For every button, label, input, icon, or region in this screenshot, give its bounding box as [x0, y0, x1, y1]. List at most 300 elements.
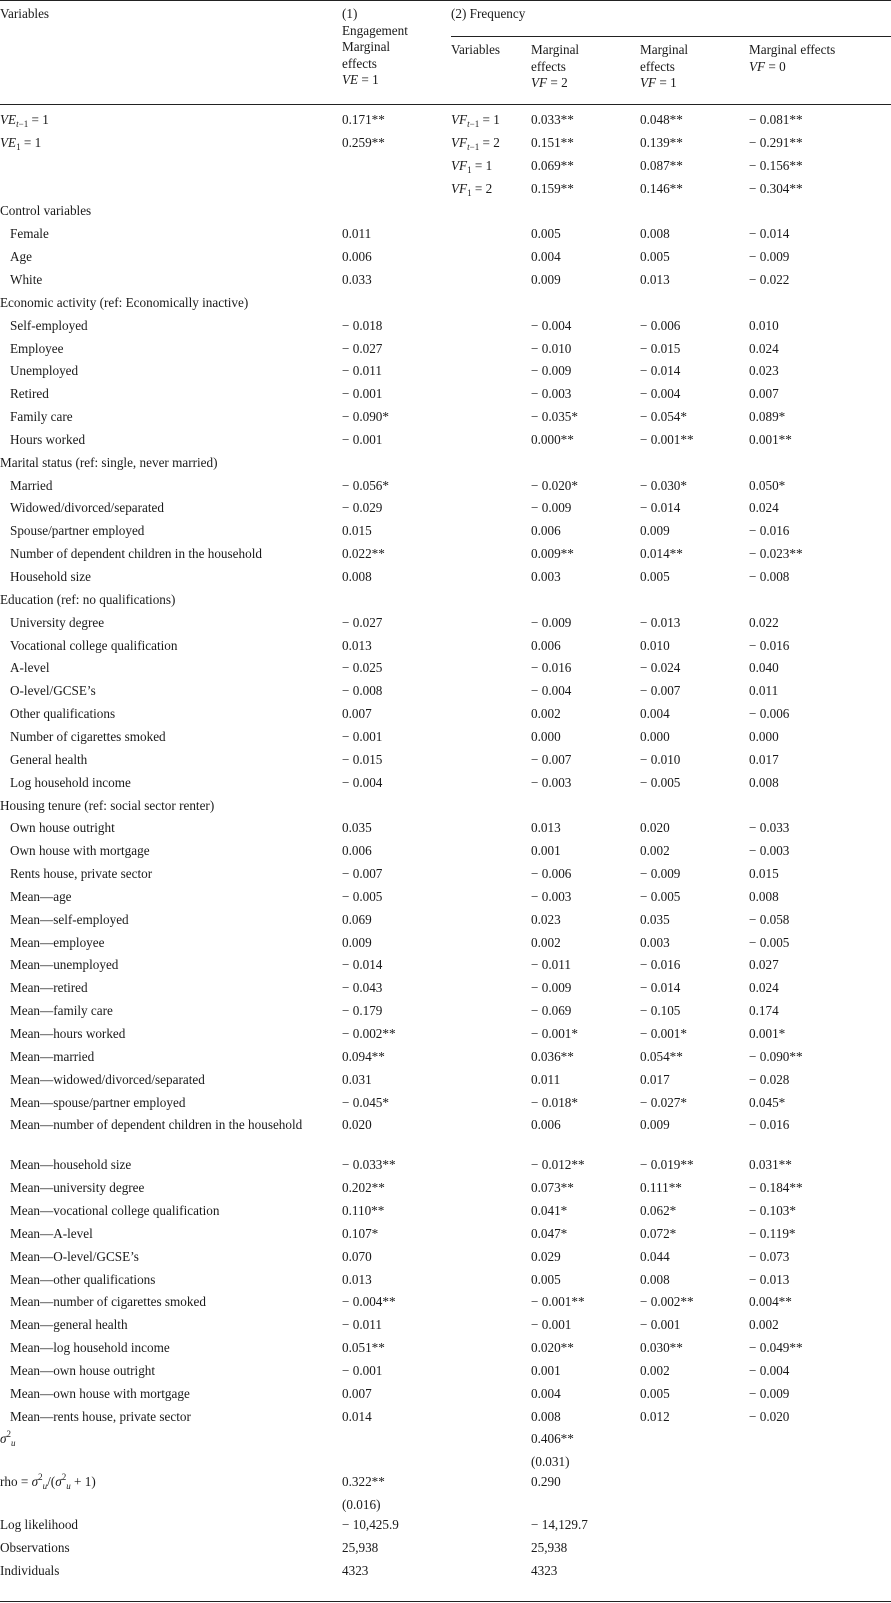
vf1-value: − 0.013	[640, 614, 681, 630]
bottom-rule	[0, 1601, 891, 1602]
row-label: Retired	[10, 386, 49, 402]
table-row	[0, 1363, 891, 1386]
vf0-value: 0.089*	[749, 409, 786, 425]
table-row	[0, 638, 891, 661]
engagement-value: 25,938	[342, 1540, 379, 1555]
row-label: $VE_{t-1} = 1$	[0, 112, 49, 129]
row-label: Rents house, private sector	[10, 866, 153, 882]
table-row	[0, 957, 891, 980]
vf1-value: − 0.001	[640, 1317, 681, 1333]
row-label: A-level	[10, 660, 50, 676]
vf1-value: 0.008	[640, 226, 670, 242]
table-row	[0, 615, 891, 638]
engagement-value: − 0.001	[342, 728, 383, 744]
row-label: Family care	[10, 409, 73, 425]
vf2-value: 0.013	[531, 820, 561, 836]
row-label: Education (ref: no qualifications)	[0, 591, 176, 607]
row-label: University degree	[10, 614, 105, 630]
engagement-value: 0.013	[342, 1271, 372, 1287]
engagement-value: − 0.056*	[342, 477, 389, 493]
vf2-value: 0.005	[531, 226, 561, 242]
vf0-value: 0.027	[749, 957, 779, 973]
row-label: Log likelihood	[0, 1517, 79, 1533]
col1-condition: VE = 1	[342, 72, 379, 87]
row-label: Age	[10, 249, 32, 265]
row-label: Mean—employee	[10, 934, 105, 950]
vf1-value: 0.017	[640, 1071, 670, 1087]
vf1-value: − 0.030*	[640, 477, 687, 493]
vf2-value: 0.001	[531, 843, 561, 859]
col1-number: (1)	[342, 6, 358, 21]
vf1-me-label: Marginal effects	[640, 42, 689, 74]
summary-row	[0, 1563, 891, 1586]
row-label: Other qualifications	[10, 706, 116, 722]
row-label: Mean—log household income	[10, 1340, 170, 1356]
header-col2-variables: Variables	[451, 42, 501, 57]
table-row	[0, 363, 891, 386]
row-label: Mean—hours worked	[10, 1026, 126, 1041]
table-row	[0, 843, 891, 866]
engagement-value: − 0.005	[342, 888, 383, 904]
row-label: Female	[10, 226, 49, 242]
table-row	[0, 1249, 891, 1272]
vf0-value: 0.024	[749, 980, 779, 996]
vf0-value: 0.017	[749, 751, 779, 767]
vf0-value: − 0.009	[749, 1385, 790, 1401]
row-label: Mean—unemployed	[10, 957, 119, 973]
vf2-value: 0.006	[531, 523, 561, 539]
vf1-value: − 0.027*	[640, 1094, 687, 1110]
row-label: Employee	[10, 340, 64, 356]
vf2-value: 0.002	[531, 706, 561, 722]
vf0-value: − 0.016	[749, 1117, 790, 1133]
vf1-value: 0.054**	[640, 1048, 683, 1064]
vf0-value: − 0.304**	[749, 180, 803, 196]
vf2-value: 0.003	[531, 569, 561, 584]
table-row	[0, 1386, 891, 1409]
vf2-value: 0.009	[531, 271, 561, 287]
vf2-value: − 0.003	[531, 774, 572, 790]
vf2-value: 0.004	[531, 249, 561, 265]
vf1-value: − 0.010	[640, 751, 681, 767]
table-row	[0, 1226, 891, 1249]
row-label: Mean—married	[10, 1048, 95, 1064]
vf0-value: 0.008	[749, 888, 779, 904]
frequency-value: − 14,129.7	[531, 1517, 588, 1533]
engagement-value: − 0.025	[342, 660, 383, 676]
row-label: Own house with mortgage	[10, 843, 150, 859]
row-label: Number of cigarettes smoked	[10, 728, 166, 744]
vf0-value: 0.023	[749, 363, 779, 379]
row-label: Mean—general health	[10, 1317, 128, 1333]
table-row	[0, 226, 891, 249]
vf0-value: − 0.081**	[749, 112, 803, 127]
engagement-value: 0.107*	[342, 1225, 379, 1241]
vf0-value: − 0.058	[749, 911, 790, 927]
table-row	[0, 1117, 891, 1140]
engagement-value: − 0.018	[342, 317, 383, 333]
vf0-value: − 0.073	[749, 1248, 790, 1264]
vf2-value: 0.036**	[531, 1048, 574, 1064]
table-row	[0, 752, 891, 775]
table-row	[0, 1409, 891, 1432]
table-row	[0, 1340, 891, 1363]
engagement-value: 0.014	[342, 1408, 372, 1424]
vf1-value: − 0.105	[640, 1003, 681, 1019]
vf0-value: − 0.016	[749, 637, 790, 653]
engagement-value: − 0.033**	[342, 1157, 396, 1173]
top-rule	[0, 0, 891, 1]
engagement-value: − 10,425.9	[342, 1517, 399, 1533]
vf1-value: 0.013	[640, 271, 670, 287]
summary-row	[0, 1431, 891, 1454]
vf2-value: 0.008	[531, 1408, 561, 1424]
vf1-value: − 0.016	[640, 957, 681, 973]
vf1-value: 0.002	[640, 843, 670, 859]
engagement-value: 0.035	[342, 820, 372, 836]
vf1-value: 0.002	[640, 1362, 670, 1378]
vf1-value: 0.012	[640, 1408, 670, 1424]
engagement-value: 0.110**	[342, 1202, 385, 1218]
engagement-value: − 0.015	[342, 751, 383, 767]
engagement-value: 0.011	[342, 226, 372, 242]
vf1-value: 0.000	[640, 728, 670, 744]
vf0-value: − 0.033	[749, 820, 790, 836]
frequency-value: 0.290	[531, 1474, 561, 1490]
vf0-value: − 0.184**	[749, 1180, 803, 1196]
table-row	[0, 341, 891, 364]
table-row	[0, 318, 891, 341]
frequency-variable: $VF_{t-1} = 1$	[451, 112, 500, 129]
vf1-value: 0.111**	[640, 1180, 682, 1196]
vf1-value: 0.010	[640, 637, 670, 653]
table-row	[0, 432, 891, 455]
vf1-value: − 0.009	[640, 866, 681, 882]
vf2-value: − 0.018*	[531, 1094, 578, 1110]
table-row	[0, 866, 891, 889]
row-label: Mean—spouse/partner employed	[10, 1094, 186, 1110]
vf2-value: − 0.001	[531, 1317, 572, 1333]
vf2-value: 0.001	[531, 1362, 561, 1378]
frequency-variable: $VF_1 = 2$	[451, 180, 493, 198]
vf2-value: − 0.001**	[531, 1294, 585, 1310]
row-label: White	[10, 271, 43, 287]
row-label: Housing tenure (ref: social sector renter)	[0, 797, 215, 813]
table-row	[0, 912, 891, 935]
vf2-value: − 0.069	[531, 1003, 572, 1019]
engagement-value: − 0.001	[342, 431, 383, 447]
table-row	[0, 181, 891, 204]
row-label: Mean—widowed/divorced/separated	[10, 1071, 205, 1087]
vf0-value: 0.008	[749, 774, 779, 790]
vf2-value: − 0.009	[531, 500, 572, 516]
vf0-value: − 0.004	[749, 1362, 790, 1378]
table-row	[0, 683, 891, 706]
row-label: rho = $\sigma^2_u/(\sigma^2_u + 1)$	[0, 1472, 96, 1492]
engagement-value: − 0.008	[342, 683, 383, 699]
vf2-value: − 0.006	[531, 866, 572, 882]
table-row	[0, 706, 891, 729]
vf0-value: 0.040	[749, 660, 779, 676]
table-row	[0, 980, 891, 1003]
vf2-value: − 0.001*	[531, 1026, 578, 1041]
table-row	[0, 272, 891, 295]
vf0-value: − 0.016	[749, 523, 790, 539]
vf0-value: 0.045*	[749, 1094, 786, 1110]
vf2-value: 0.069**	[531, 157, 574, 173]
vf1-value: 0.005	[640, 249, 670, 265]
engagement-value: − 0.045*	[342, 1094, 389, 1110]
frequency-variable: $VF_1 = 1$	[451, 157, 493, 175]
engagement-value: 4323	[342, 1562, 369, 1578]
vf2-value: 0.000**	[531, 431, 574, 447]
vf2-value: 0.020**	[531, 1340, 574, 1356]
engagement-value: 0.202**	[342, 1180, 385, 1196]
section-heading	[0, 592, 891, 615]
table-row	[0, 1294, 891, 1317]
engagement-value: 0.007	[342, 706, 372, 722]
vf2-condition: VF = 2	[531, 75, 568, 90]
vf1-value: − 0.019**	[640, 1157, 694, 1173]
row-label: Marital status (ref: single, never married)	[0, 454, 218, 470]
frequency-variable: $VF_{t-1} = 2$	[451, 134, 500, 152]
row-label: Mean—retired	[10, 980, 88, 996]
row-label: Number of dependent children in the household	[10, 546, 262, 562]
vf1-value: 0.139**	[640, 134, 683, 150]
row-label: Control variables	[0, 203, 92, 219]
engagement-value: 0.259**	[342, 134, 385, 150]
vf2-value: 0.005	[531, 1271, 561, 1287]
engagement-value: 0.069	[342, 911, 372, 927]
section-heading	[0, 295, 891, 318]
header-vf0	[749, 42, 889, 75]
vf2-value: 0.000	[531, 728, 561, 744]
vf1-value: 0.020	[640, 820, 670, 836]
vf0-value: − 0.023**	[749, 546, 803, 562]
vf2-value: − 0.004	[531, 317, 572, 333]
row-label: Mean—vocational college qualification	[10, 1202, 220, 1218]
vf1-value: − 0.015	[640, 340, 681, 356]
engagement-value: (0.016)	[342, 1497, 381, 1513]
frequency-value: 4323	[531, 1562, 558, 1578]
col1-subtitle: Marginal effects	[342, 39, 391, 71]
vf0-value: 0.022	[749, 614, 779, 630]
vf2-value: − 0.009	[531, 980, 572, 996]
vf1-value: − 0.024	[640, 660, 681, 676]
vf1-value: − 0.005	[640, 888, 681, 904]
table-row	[0, 500, 891, 523]
engagement-value: 0.007	[342, 1385, 372, 1401]
vf1-value: − 0.001*	[640, 1026, 687, 1041]
vf2-value: − 0.003	[531, 888, 572, 904]
row-label: Mean—O-level/GCSE’s	[10, 1248, 139, 1264]
vf1-condition: VF = 1	[640, 75, 677, 90]
summary-row	[0, 1540, 891, 1563]
table-row	[0, 158, 891, 181]
vf1-value: 0.004	[640, 706, 670, 722]
row-label: Mean—rents house, private sector	[10, 1408, 191, 1424]
vf0-value: − 0.020	[749, 1408, 790, 1424]
table-row	[0, 249, 891, 272]
table-row	[0, 1026, 891, 1049]
vf0-value: 0.004**	[749, 1294, 792, 1310]
vf0-value: − 0.119*	[749, 1225, 796, 1241]
vf2-value: − 0.004	[531, 683, 572, 699]
vf1-value: 0.014**	[640, 546, 683, 562]
vf0-value: − 0.008	[749, 569, 790, 584]
vf0-value: − 0.006	[749, 706, 790, 722]
engagement-value: − 0.002**	[342, 1026, 396, 1041]
table-row	[0, 135, 891, 158]
vf1-value: − 0.014	[640, 500, 681, 516]
vf2-value: − 0.009	[531, 614, 572, 630]
vf2-value: 0.029	[531, 1248, 561, 1264]
table-row	[0, 1095, 891, 1118]
table-row	[0, 478, 891, 501]
engagement-value: − 0.029	[342, 500, 383, 516]
header-col1	[342, 6, 442, 89]
vf1-value: 0.146**	[640, 180, 683, 196]
vf1-value: 0.062*	[640, 1202, 677, 1218]
vf1-value: 0.009	[640, 1117, 670, 1133]
table-row	[0, 820, 891, 843]
table-row	[0, 729, 891, 752]
row-label: Spouse/partner employed	[10, 523, 145, 539]
table-row	[0, 546, 891, 569]
row-label: O-level/GCSE’s	[10, 683, 96, 699]
table-row	[0, 889, 891, 912]
vf0-value: 0.024	[749, 500, 779, 516]
vf1-value: 0.035	[640, 911, 670, 927]
vf0-value: 0.174	[749, 1003, 779, 1019]
engagement-value: − 0.011	[342, 363, 382, 379]
row-label: Mean—number of dependent children in the household	[10, 1117, 303, 1133]
row-label: $VE_1 = 1$	[0, 134, 42, 152]
engagement-value: 0.015	[342, 523, 372, 539]
vf1-value: − 0.004	[640, 386, 681, 402]
engagement-value: 0.070	[342, 1248, 372, 1264]
vf0-value: − 0.009	[749, 249, 790, 265]
row-label: Mean—family care	[10, 1003, 113, 1019]
vf2-value: 0.011	[531, 1071, 561, 1087]
engagement-value: − 0.001	[342, 386, 383, 402]
engagement-value: − 0.090*	[342, 409, 389, 425]
table-row	[0, 1072, 891, 1095]
summary-row	[0, 1517, 891, 1540]
table-row	[0, 112, 891, 135]
vf1-value: 0.008	[640, 1271, 670, 1287]
vf2-value: 0.073**	[531, 1180, 574, 1196]
vf0-value: − 0.014	[749, 226, 790, 242]
row-label: Log household income	[10, 774, 131, 790]
vf2-value: − 0.009	[531, 363, 572, 379]
vf2-value: 0.151**	[531, 134, 574, 150]
vf1-value: − 0.007	[640, 683, 681, 699]
row-label: Mean—self-employed	[10, 911, 129, 927]
table-row	[0, 1272, 891, 1295]
engagement-value: 0.051**	[342, 1340, 385, 1356]
vf0-value: − 0.156**	[749, 157, 803, 173]
header-bottom-rule	[0, 104, 891, 105]
vf0-value: − 0.103*	[749, 1202, 796, 1218]
header-vf1	[640, 42, 740, 92]
vf1-value: 0.044	[640, 1248, 670, 1264]
vf0-value: − 0.003	[749, 843, 790, 859]
vf2-value: − 0.007	[531, 751, 572, 767]
row-label: Economic activity (ref: Economically inactive)	[0, 294, 249, 310]
header-variables: Variables	[0, 6, 50, 21]
vf0-value: 0.000	[749, 728, 779, 744]
table-row	[0, 523, 891, 546]
section-heading	[0, 455, 891, 478]
vf2-value: 0.004	[531, 1385, 561, 1401]
vf2-value: − 0.010	[531, 340, 572, 356]
engagement-value: − 0.027	[342, 614, 383, 630]
vf1-value: − 0.014	[640, 363, 681, 379]
row-label: Mean—number of cigarettes smoked	[10, 1294, 206, 1310]
vf1-value: − 0.002**	[640, 1294, 694, 1310]
vf1-value: − 0.006	[640, 317, 681, 333]
vf0-value: − 0.049**	[749, 1340, 803, 1356]
vf0-value: 0.031**	[749, 1157, 792, 1173]
vf0-value: 0.011	[749, 683, 779, 699]
table-row	[0, 569, 891, 592]
header-vf2	[531, 42, 631, 92]
row-label: Widowed/divorced/separated	[10, 500, 164, 516]
summary-row	[0, 1474, 891, 1497]
table-row	[0, 1203, 891, 1226]
vf2-value: 0.006	[531, 637, 561, 653]
engagement-value: 0.322**	[342, 1474, 385, 1490]
row-label: Vocational college qualification	[10, 637, 178, 653]
vf1-value: − 0.054*	[640, 409, 687, 425]
engagement-value: − 0.004	[342, 774, 383, 790]
row-label: Self-employed	[10, 317, 88, 333]
engagement-value: 0.008	[342, 569, 372, 584]
col2-header-rule	[451, 36, 891, 37]
vf1-value: 0.005	[640, 1385, 670, 1401]
vf1-value: 0.072*	[640, 1225, 677, 1241]
engagement-value: 0.094**	[342, 1048, 385, 1064]
vf0-value: − 0.028	[749, 1071, 790, 1087]
engagement-value: 0.033	[342, 271, 372, 287]
vf0-value: 0.050*	[749, 477, 786, 493]
vf1-value: 0.003	[640, 934, 670, 950]
section-heading	[0, 203, 891, 226]
row-label: Hours worked	[10, 431, 86, 447]
vf2-value: − 0.003	[531, 386, 572, 402]
vf2-value: 0.002	[531, 934, 561, 950]
vf0-value: 0.015	[749, 866, 779, 882]
vf2-value: 0.047*	[531, 1225, 568, 1241]
vf1-value: − 0.001**	[640, 431, 694, 447]
vf2-me-label: Marginal effects	[531, 42, 580, 74]
vf0-me-label: Marginal effects	[749, 42, 836, 57]
section-heading	[0, 798, 891, 821]
vf2-value: 0.033**	[531, 112, 574, 127]
engagement-value: − 0.011	[342, 1317, 382, 1333]
row-label: Mean—own house outright	[10, 1362, 156, 1378]
table-row	[0, 1049, 891, 1072]
header-col2-title: (2) Frequency	[451, 6, 526, 21]
vf1-value: 0.087**	[640, 157, 683, 173]
vf2-value: − 0.020*	[531, 477, 578, 493]
frequency-value: 0.406**	[531, 1431, 574, 1447]
vf1-value: 0.030**	[640, 1340, 683, 1356]
row-label: Married	[10, 477, 53, 493]
engagement-value: 0.006	[342, 249, 372, 265]
frequency-value: (0.031)	[531, 1454, 570, 1470]
